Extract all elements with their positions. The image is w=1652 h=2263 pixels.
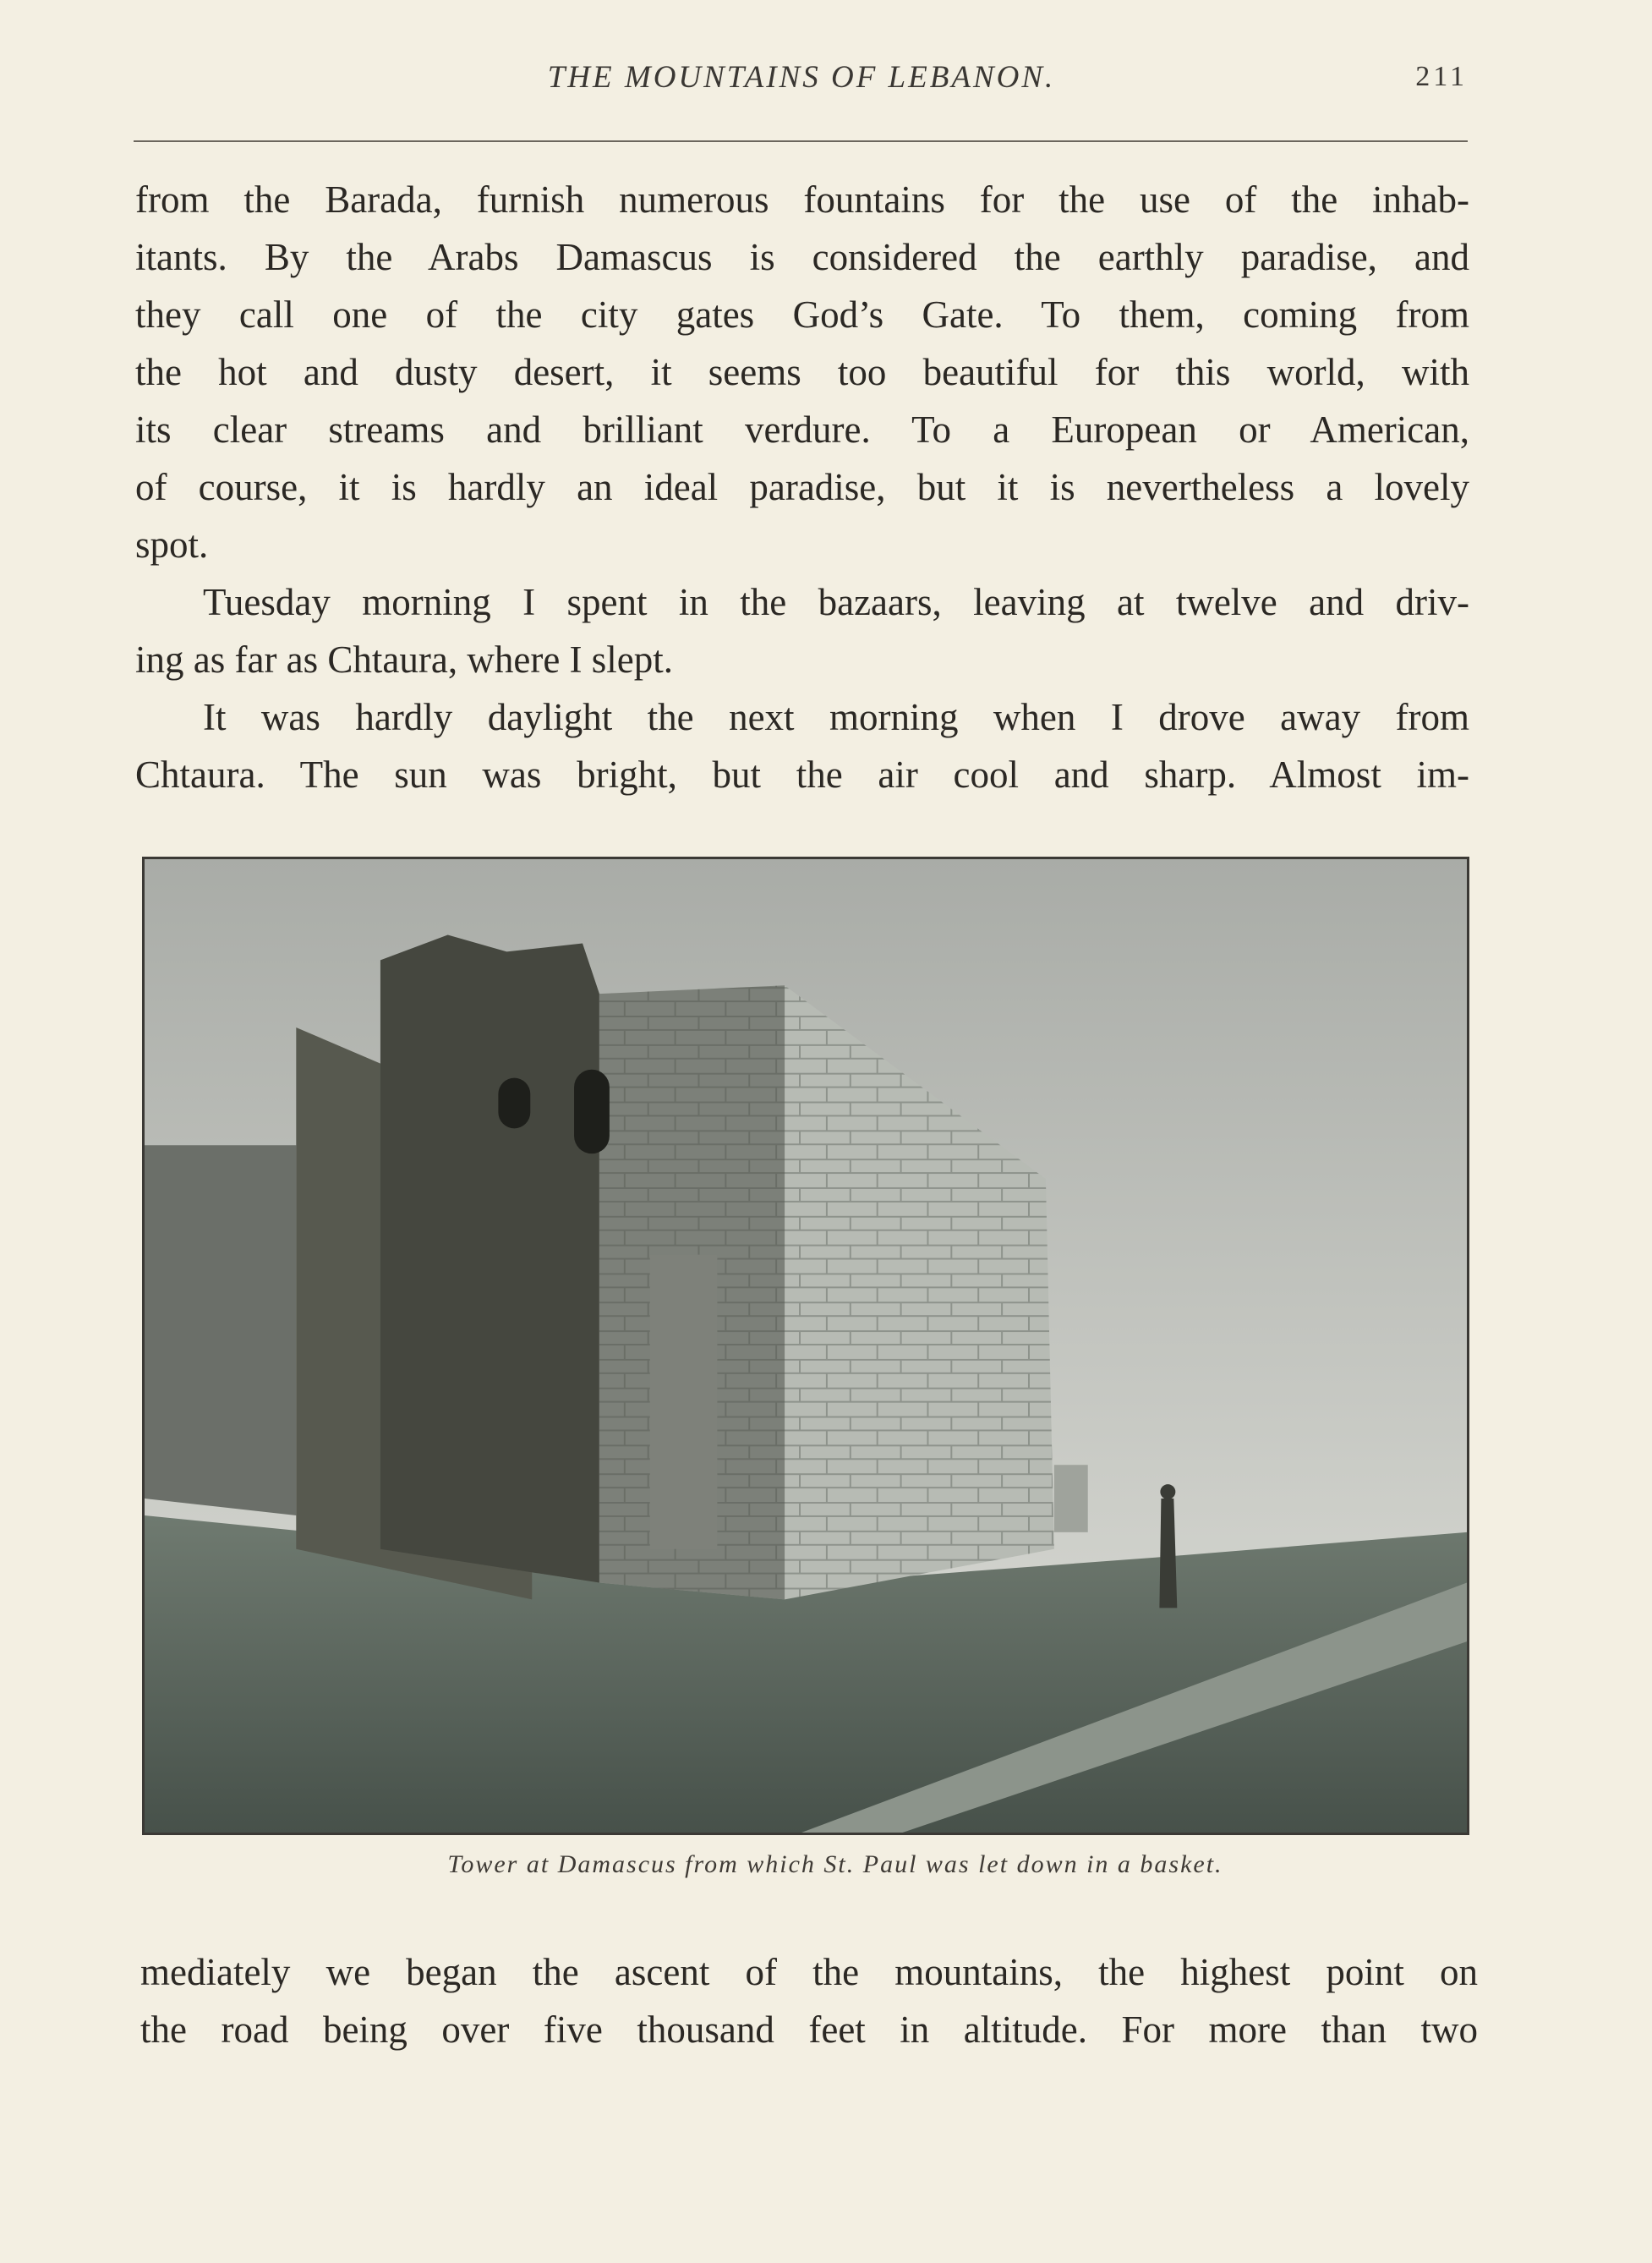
text-line: mediately we began the ascent of the mountains, the highest point on — [140, 1951, 1478, 1993]
text-line: they call one of the city gates God’s Gate. To them, coming from — [135, 293, 1469, 336]
header-rule — [134, 140, 1468, 142]
page-number: 211 — [1415, 61, 1468, 92]
text-line: itants. By the Arabs Damascus is considered the earthly paradise, and — [135, 236, 1469, 278]
text-line: the road being over five thousand feet in altitude. For more than two — [140, 2008, 1478, 2051]
text-line: It was hardly daylight the next morning when I drove away from — [203, 696, 1469, 738]
figure-caption: Tower at Damascus from which St. Paul was let down in a basket. — [447, 1850, 1223, 1878]
figure-photograph — [142, 857, 1469, 1835]
body-text-top — [135, 171, 1469, 803]
text-line: spot. — [135, 523, 209, 566]
text-line: of course, it is hardly an ideal paradise, but it is nevertheless a lovely — [135, 466, 1469, 508]
running-title: THE MOUNTAINS OF LEBANON. — [547, 60, 1056, 95]
body-text-bottom — [140, 1943, 1478, 2058]
text-line: ing as far as Chtaura, where I slept. — [135, 638, 674, 681]
text-line: the hot and dusty desert, it seems too beautiful for this world, with — [135, 351, 1469, 393]
text-line: Chtaura. The sun was bright, but the air cool and sharp. Almost im- — [135, 753, 1469, 796]
text-line: Tuesday morning I spent in the bazaars, leaving at twelve and driv- — [203, 581, 1469, 623]
text-line: its clear streams and brilliant verdure. To a European or American, — [135, 408, 1469, 451]
running-header — [135, 59, 1468, 110]
text-line: from the Barada, furnish numerous fountains for the use of the inhab- — [135, 178, 1469, 221]
tower-photograph — [145, 859, 1467, 1833]
